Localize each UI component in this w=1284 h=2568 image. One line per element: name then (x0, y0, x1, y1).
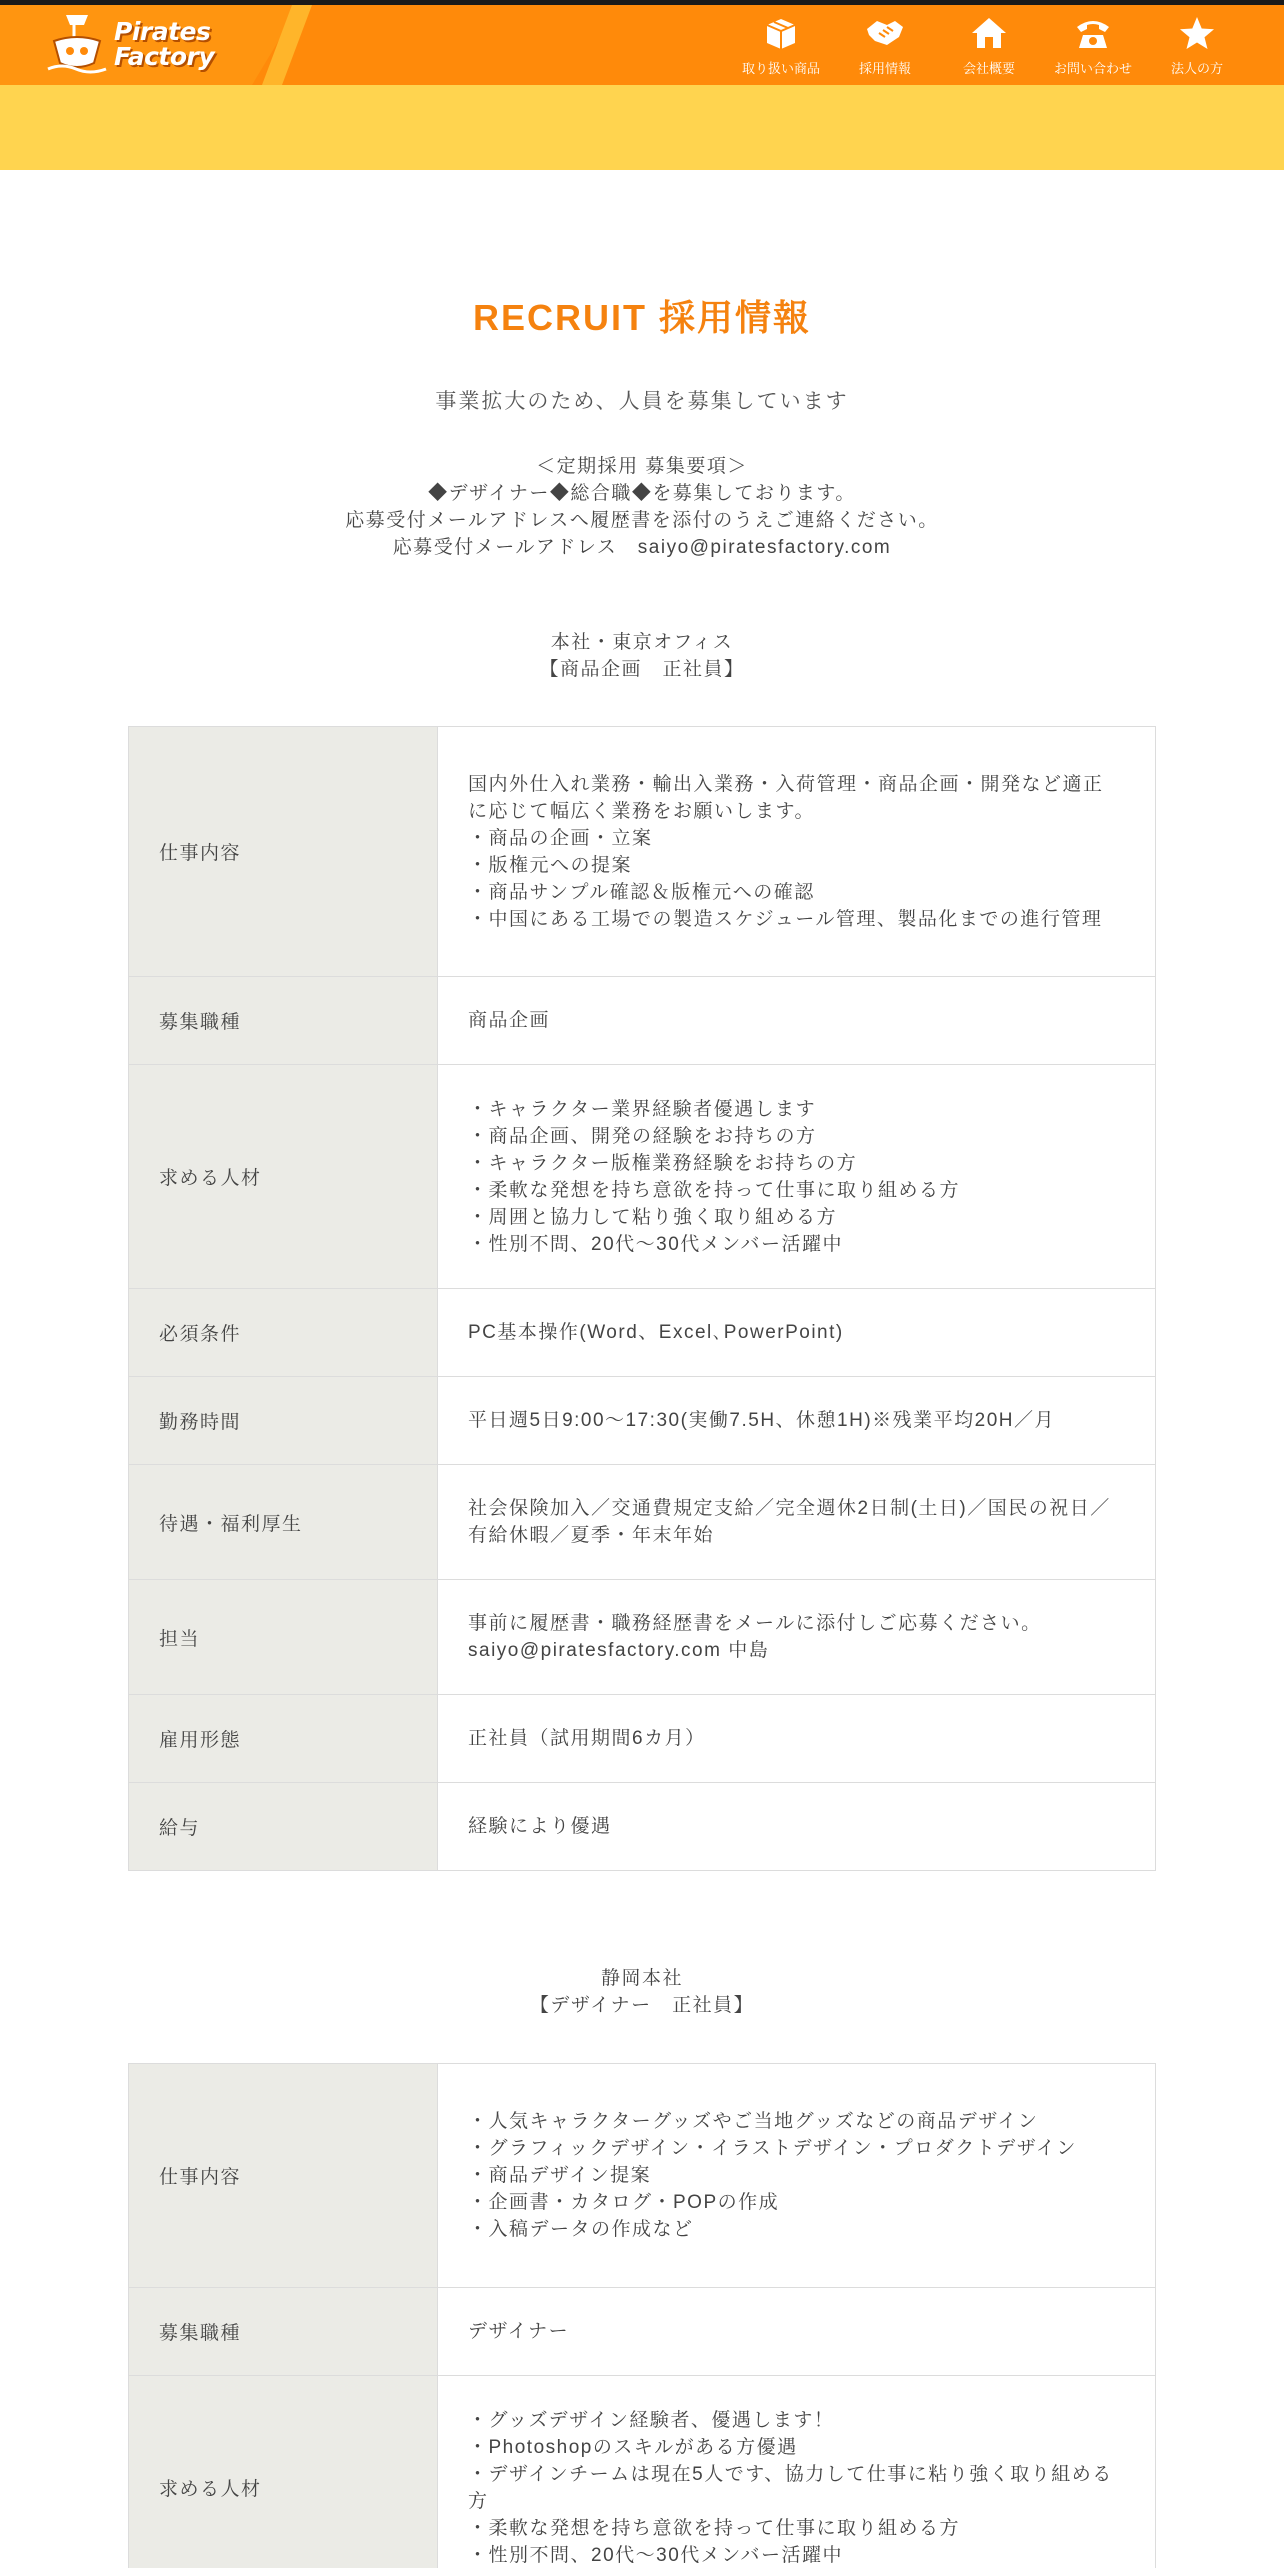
notice-line: 応募受付メールアドレスへ履歴書を添付のうえご連絡ください。 (345, 510, 939, 531)
table-row (129, 977, 1156, 1065)
value-line: ・入稿データの作成など (468, 2219, 694, 2240)
logo-line-2: Factory (114, 42, 215, 71)
value-line: ・性別不問、20代～30代メンバー活躍中 (468, 1233, 843, 1255)
row-value (438, 1289, 1156, 1377)
notice-line: ＜定期採用 募集要項＞ (536, 456, 748, 477)
value-line: ・Photoshopのスキルがある方優遇 (468, 2436, 798, 2458)
value-line: 商品企画 (468, 1010, 551, 1031)
office-heading (0, 1965, 1284, 2019)
logo-line-1: Pirates (114, 17, 211, 46)
value-line: 経験により優遇 (468, 1816, 612, 1837)
nav-label-company: 会社概要 (962, 61, 1015, 76)
position-name: 【商品企画 正社員】 (539, 659, 745, 680)
row-key: 募集職種 (129, 977, 438, 1065)
row-value (438, 1377, 1156, 1465)
table-row (129, 1783, 1156, 1871)
office-name: 本社・東京オフィス (550, 632, 734, 653)
value-line: ・中国にある工場での製造スケジュール管理、製品化までの進行管理 (468, 908, 1103, 930)
job-table (128, 2063, 1156, 2568)
main-nav (729, 5, 1249, 85)
row-key: 求める人材 (129, 1065, 438, 1289)
logo-text[interactable] (114, 19, 214, 69)
phone-icon (1071, 14, 1115, 52)
table-row (129, 1377, 1156, 1465)
row-value (438, 2064, 1156, 2288)
nav-item-company[interactable] (937, 5, 1041, 85)
table-row (129, 2376, 1156, 2568)
row-value (438, 1065, 1156, 1289)
table-row (129, 1580, 1156, 1695)
row-value (438, 977, 1156, 1065)
recruit-notice (0, 453, 1284, 561)
row-key: 雇用形態 (129, 1695, 438, 1783)
position-name: 【デザイナー 正社員】 (529, 1995, 755, 2016)
value-line: ・商品の企画・立案 (468, 827, 653, 849)
value-line: ・商品デザイン提案 (468, 2165, 652, 2186)
row-key: 仕事内容 (129, 2064, 438, 2288)
box-icon (759, 14, 803, 52)
value-line: PC基本操作(Word、Excel､PowerPoint) (468, 1322, 844, 1343)
row-key: 給与 (129, 1783, 438, 1871)
value-line: ・デザインチームは現在5人です、協力して仕事に粘り強く取り組める方 (468, 2463, 1113, 2512)
nav-item-contact[interactable] (1041, 5, 1145, 85)
yellow-banner (0, 85, 1284, 170)
row-key: 必須条件 (129, 1289, 438, 1377)
value-line: saiyo@piratesfactory.com 中島 (468, 1640, 770, 1661)
value-line: 正社員（試用期間6カ月） (468, 1728, 706, 1749)
nav-item-corporate[interactable] (1145, 5, 1249, 85)
value-line: 平日週5日9:00～17:30(実働7.5H、休憩1H)※残業平均20H／月 (468, 1410, 1056, 1431)
notice-line: ◆デザイナー◆総合職◆を募集しております。 (428, 483, 856, 504)
table-row (129, 1465, 1156, 1580)
value-line: ・企画書・カタログ・POPの作成 (468, 2192, 780, 2213)
table-row (129, 1289, 1156, 1377)
value-line: デザイナー (468, 2321, 570, 2342)
row-key: 勤務時間 (129, 1377, 438, 1465)
nav-label-products: 取り扱い商品 (741, 61, 820, 76)
value-line: ・キャラクター版権業務経験をお持ちの方 (468, 1152, 858, 1174)
row-key: 募集職種 (129, 2288, 438, 2376)
star-icon (1175, 14, 1219, 52)
table-row (129, 727, 1156, 977)
value-line: ・柔軟な発想を持ち意欲を持って仕事に取り組める方 (468, 2517, 961, 2539)
notice-line: 応募受付メールアドレス saiyo@piratesfactory.com (392, 537, 892, 558)
row-key: 求める人材 (129, 2376, 438, 2568)
office-heading (0, 629, 1284, 683)
row-value (438, 1695, 1156, 1783)
value-line: ・グラフィックデザイン・イラストデザイン・プロダクトデザイン (468, 2138, 1077, 2159)
site-header (0, 5, 1284, 85)
nav-label-contact: お問い合わせ (1053, 61, 1132, 76)
house-icon (967, 14, 1011, 52)
value-line: 事前に履歴書・職務経歴書をメールに添付しご応募ください。 (468, 1613, 1042, 1634)
row-value (438, 1580, 1156, 1695)
nav-label-recruit: 採用情報 (858, 61, 911, 76)
office-name: 静岡本社 (600, 1968, 683, 1989)
pirate-ship-logo-icon[interactable] (46, 11, 108, 77)
row-value (438, 2288, 1156, 2376)
value-line: ・性別不問、20代～30代メンバー活躍中 (468, 2544, 843, 2566)
row-value (438, 2376, 1156, 2568)
table-row (129, 1065, 1156, 1289)
lead-text: 事業拡大のため、人員を募集しています (435, 390, 849, 413)
value-line: ・版権元への提案 (468, 854, 633, 876)
row-value (438, 727, 1156, 977)
value-line: ・商品企画、開発の経験をお持ちの方 (468, 1125, 817, 1147)
value-line: ・グッズデザイン経験者、優遇します！ (468, 2409, 835, 2431)
value-line: ・人気キャラクターグッズやご当地グッズなどの商品デザイン (468, 2111, 1039, 2132)
row-key: 待遇・福利厚生 (129, 1465, 438, 1580)
row-value (438, 1783, 1156, 1871)
table-row (129, 2064, 1156, 2288)
value-line: 社会保険加入／交通費規定支給／完全週休2日制(土日)／国民の祝日／有給休暇／夏季・年末年始 (468, 1498, 1111, 1546)
value-line: ・周囲と協力して粘り強く取り組める方 (468, 1206, 838, 1228)
row-key: 担当 (129, 1580, 438, 1695)
value-line: 国内外仕入れ業務・輸出入業務・入荷管理・商品企画・開発など適正に応じて幅広く業務をお願いします。 (468, 773, 1104, 822)
row-value (438, 1465, 1156, 1580)
value-line: ・商品サンプル確認＆版権元への確認 (468, 881, 815, 903)
row-key: 仕事内容 (129, 727, 438, 977)
value-line: ・キャラクター業界経験者優遇します (468, 1098, 817, 1120)
handshake-icon (863, 14, 907, 52)
nav-item-recruit[interactable] (833, 5, 937, 85)
nav-label-corporate: 法人の方 (1170, 61, 1223, 76)
page-title: RECRUIT 採用情報 (473, 297, 811, 338)
table-row (129, 1695, 1156, 1783)
job-table (128, 726, 1156, 1871)
nav-item-products[interactable] (729, 5, 833, 85)
value-line: ・柔軟な発想を持ち意欲を持って仕事に取り組める方 (468, 1179, 961, 1201)
table-row (129, 2288, 1156, 2376)
